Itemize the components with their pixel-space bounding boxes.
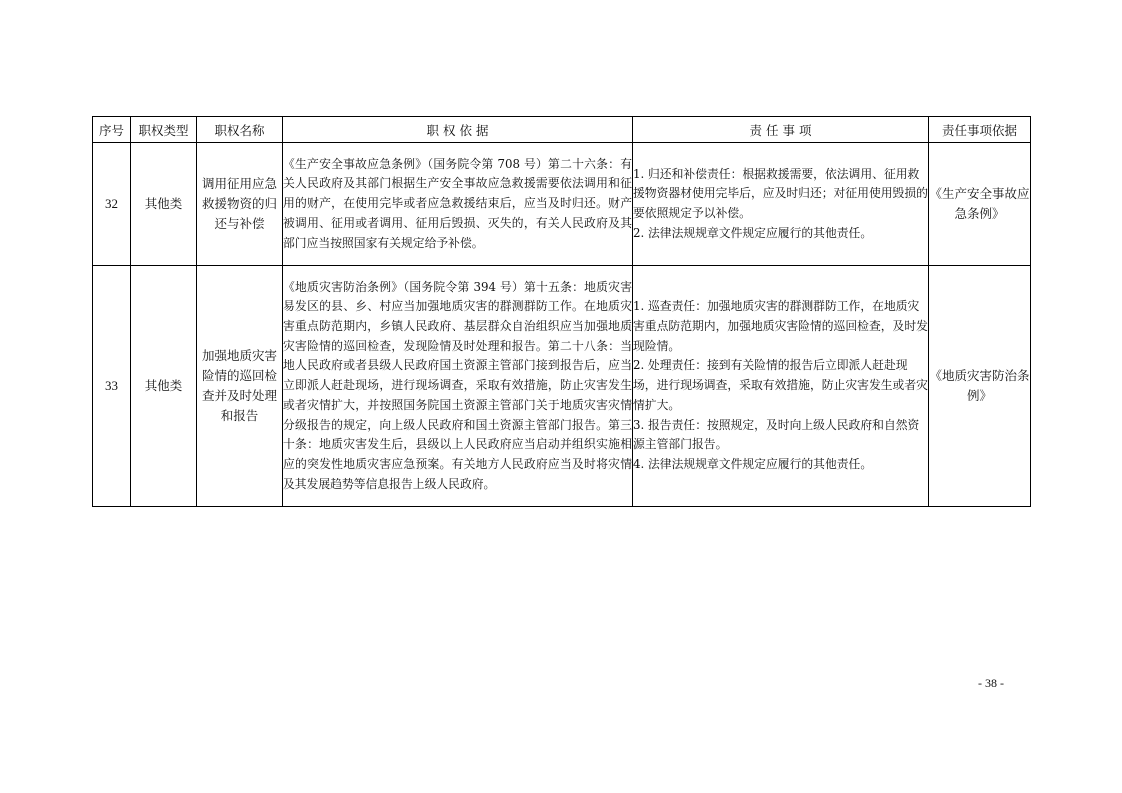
table-row [93,266,1031,507]
header-seq: 序号 [93,117,131,143]
row-duty-basis: 《地质灾害防治条例》 [929,266,1031,507]
row-power-name: 加强地质灾害险情的巡回检查并及时处理和报告 [197,266,283,507]
header-basis: 职 权 依 据 [283,117,633,143]
row-power-basis: 《地质灾害防治条例》（国务院令第 394 号）第十五条：地质灾害易发区的县、乡、村应当加强地质灾害的群测群防工作。在地质灾害重点防范期内，乡镇人民政府、基层群众自治组织应当加强地质灾害险情的巡回检查，发现险情及时处理和报告。第二十八条：当地人民政府或者县级人民政府国土资源主管部门接到报告后，应当立即派人赶赴现场，进行现场调查，采取有效措施，防止灾害发生或者灾情扩大，并按照国务院国土资源主管部门关于地质灾害灾情分级报告的规定，向上级人民政府和国土资源主管部门报告。第三十条：地质灾害发生后，县级以上人民政府应当启动并组织实施相应的突发性地质灾害应急预案。有关地方人民政府应当及时将灾情及其发展趋势等信息报告上级人民政府。 [283,266,633,507]
header-duties: 责 任 事 项 [633,117,929,143]
duty-item: 3. 报告责任：按照规定，及时向上级人民政府和自然资源主管部门报告。 [633,417,920,452]
page-number: - 38 - [978,676,1004,690]
header-duty-basis: 责任事项依据 [929,117,1031,143]
row-category: 其他类 [131,266,197,507]
header-name: 职权名称 [197,117,283,143]
row-power-name: 调用征用应急救援物资的归还与补偿 [197,143,283,266]
row-duties [633,143,929,266]
row-seq: 33 [93,266,131,507]
duty-item: 1. 归还和补偿责任：根据救援需要，依法调用、征用救援物资器材使用完毕后，应及时归还；对征用使用毁损的要依照规定予以补偿。 [633,166,928,220]
duty-table [92,116,1031,507]
row-duties [633,266,929,507]
table-header-row [93,117,1031,143]
row-duty-basis: 《生产安全事故应急条例》 [929,143,1031,266]
table-row [93,143,1031,266]
duty-item: 2. 处理责任：接到有关险情的报告后立即派人赶赴现场，进行现场调查，采取有效措施，防止灾害发生或者灾情扩大。 [633,358,928,412]
row-power-basis: 《生产安全事故应急条例》（国务院令第 708 号）第二十六条：有关人民政府及其部门根据生产安全事故应急救援需要依法调用和征用的财产，在使用完毕或者应急救援结束后，应当及时归还。财产被调用、征用或者调用、征用后毁损、灭失的，有关人民政府及其部门应当按照国家有关规定给予补偿。 [283,143,633,266]
duty-item: 4. 法律法规规章文件规定应履行的其他责任。 [633,456,873,471]
duty-item: 2. 法律法规规章文件规定应履行的其他责任。 [633,225,873,240]
header-category: 职权类型 [131,117,197,143]
row-seq: 32 [93,143,131,266]
row-category: 其他类 [131,143,197,266]
duty-item: 1. 巡查责任：加强地质灾害的群测群防工作，在地质灾害重点防范期内，加强地质灾害险情的巡回检查，及时发现险情。 [633,299,928,353]
